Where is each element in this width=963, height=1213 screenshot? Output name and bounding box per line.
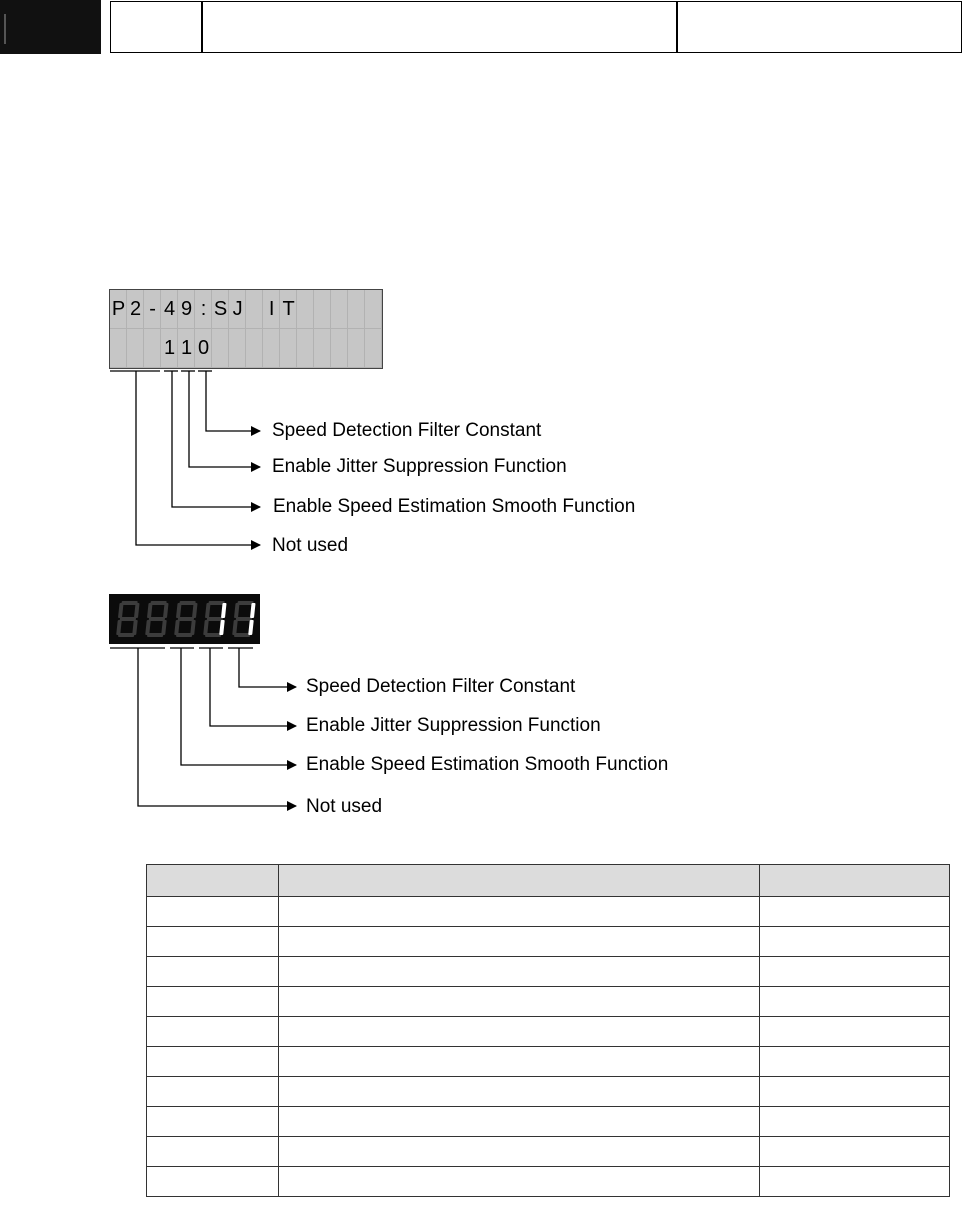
table-row xyxy=(147,1137,950,1167)
lcd-char: : xyxy=(200,298,207,320)
table-cell xyxy=(147,897,279,927)
arrow-not-used xyxy=(136,371,260,545)
table-row xyxy=(147,927,950,957)
table-cell xyxy=(147,1167,279,1197)
seg-arrow-not-used xyxy=(138,648,296,806)
lcd-char: 1 xyxy=(163,337,176,359)
table-cell xyxy=(760,1137,950,1167)
table-header-cell xyxy=(279,865,760,897)
lcd-char: S xyxy=(213,298,228,320)
table-cell xyxy=(279,1047,760,1077)
table-row xyxy=(147,1047,950,1077)
table-row xyxy=(147,957,950,987)
table-cell xyxy=(279,1017,760,1047)
seg-label-not-used: Not used xyxy=(306,796,383,817)
table-cell xyxy=(279,1167,760,1197)
table-cell xyxy=(147,1107,279,1137)
table-header-cell xyxy=(760,865,950,897)
lcd-char: 1 xyxy=(181,337,193,359)
table-header-row xyxy=(147,865,950,897)
table-cell xyxy=(147,1077,279,1107)
lcd-char: J xyxy=(232,298,243,320)
table-cell xyxy=(279,1107,760,1137)
table-row xyxy=(147,1077,950,1107)
lcd-char: - xyxy=(149,298,156,320)
table-cell xyxy=(147,1047,279,1077)
arrow-smooth xyxy=(172,371,260,507)
table-cell xyxy=(279,987,760,1017)
table-cell xyxy=(147,987,279,1017)
table-cell xyxy=(760,987,950,1017)
table-cell xyxy=(760,927,950,957)
arrow-jitter xyxy=(189,371,260,467)
seg-label-smooth: Enable Speed Estimation Smooth Function xyxy=(306,754,669,775)
table-row xyxy=(147,1107,950,1137)
table-cell xyxy=(279,957,760,987)
table-cell xyxy=(760,1017,950,1047)
arrow-speed-filter xyxy=(206,371,260,431)
table-cell xyxy=(760,1107,950,1137)
lcd-char: 0 xyxy=(198,337,210,359)
table-cell xyxy=(147,1017,279,1047)
table-cell xyxy=(147,927,279,957)
lcd-char: 9 xyxy=(181,298,193,320)
seg-label-jitter: Enable Jitter Suppression Function xyxy=(306,715,601,736)
lcd-label-smooth: Enable Speed Estimation Smooth Function xyxy=(273,496,636,517)
table-row xyxy=(147,987,950,1017)
table-cell xyxy=(147,957,279,987)
table-cell xyxy=(760,1167,950,1197)
table-cell xyxy=(760,1047,950,1077)
table-row xyxy=(147,1017,950,1047)
table-row xyxy=(147,1167,950,1197)
table-cell xyxy=(279,897,760,927)
lcd-char: 2 xyxy=(129,298,142,320)
lcd-char: P xyxy=(111,298,126,320)
lcd-label-speed-filter: Speed Detection Filter Constant xyxy=(272,420,542,441)
lcd-char: I xyxy=(268,298,275,320)
lcd-label-jitter: Enable Jitter Suppression Function xyxy=(272,456,567,477)
table-cell xyxy=(147,1137,279,1167)
lcd-label-not-used: Not used xyxy=(272,535,349,556)
table-row xyxy=(147,897,950,927)
parameter-table xyxy=(146,864,950,1197)
table-cell xyxy=(279,927,760,957)
table-header-cell xyxy=(147,865,279,897)
lcd-char: 4 xyxy=(163,298,176,320)
table-cell xyxy=(760,1077,950,1107)
seg-label-speed-filter: Speed Detection Filter Constant xyxy=(306,676,576,697)
table-cell xyxy=(279,1077,760,1107)
seg-arrow-speed-filter xyxy=(239,648,296,687)
table-cell xyxy=(760,957,950,987)
table-cell xyxy=(760,897,950,927)
lcd-char: T xyxy=(282,298,295,320)
table-cell xyxy=(279,1137,760,1167)
